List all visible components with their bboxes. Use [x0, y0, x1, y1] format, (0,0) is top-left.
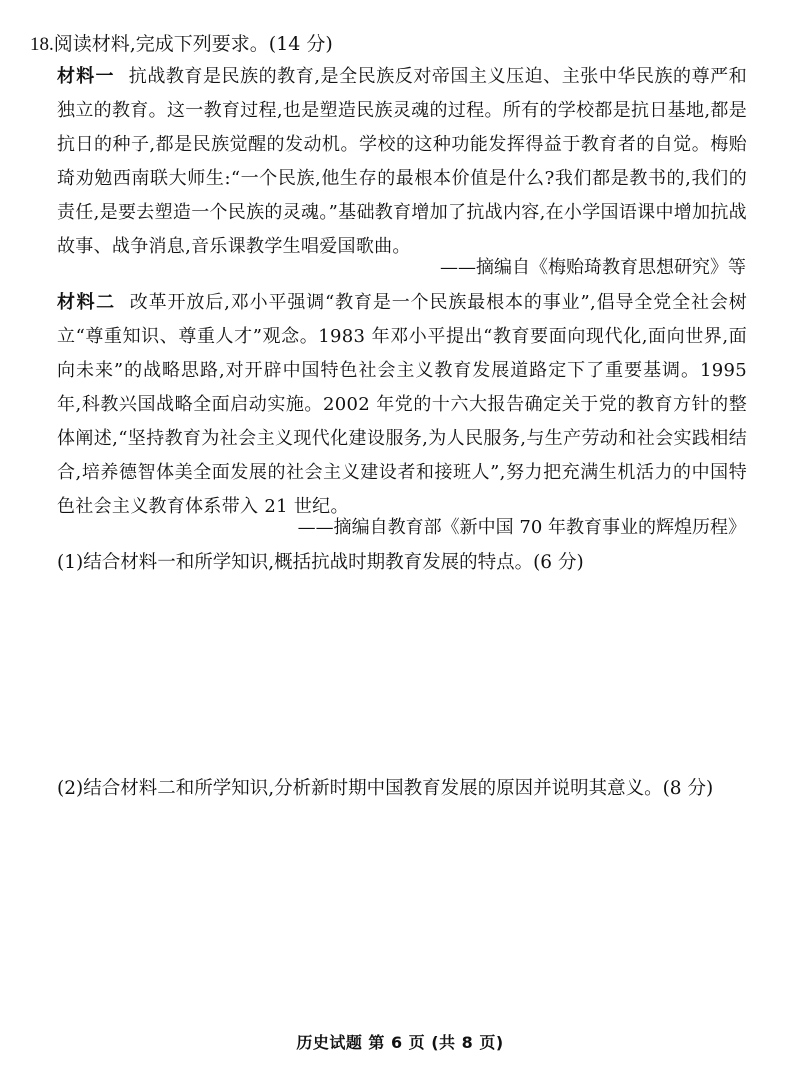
- material-one-source: ——摘编自《梅贻琦教育思想研究》等: [440, 257, 746, 278]
- material-two-label: 材料二: [57, 292, 116, 313]
- question-number: 18.: [30, 34, 54, 55]
- question-heading: [30, 32, 333, 57]
- material-one-label: 材料一: [57, 66, 115, 87]
- material-one-paragraph: [57, 60, 747, 264]
- material-two-text: 改革开放后,邓小平强调“教育是一个民族最根本的事业”,倡导全党全社会树立“尊重知识、尊重人才”观念。1983 年邓小平提出“教育要面向现代化,面向世界,面向未来”的战略思路,对开辟中国特色社会主义教育发展道路定下了重要基调。1995 年,科教兴国战略全面启动实施。2002 年党的十六大报告确定关于党的教育方针的整体阐述,“坚持教育为社会主义现代化建设服务,为人民服务,与生产劳动和社会实践相结合,培养德智体美全面发展的社会主义建设者和接班人”,努力把充满生机活力的中国特色社会主义教育体系带入 21 世纪。: [57, 292, 747, 517]
- material-two-paragraph: [57, 286, 747, 526]
- question-title: 阅读材料,完成下列要求。(14 分): [53, 33, 333, 55]
- material-one-text: 抗战教育是民族的教育,是全民族反对帝国主义压迫、主张中华民族的尊严和独立的教育。这一教育过程,也是塑造民族灵魂的过程。所有的学校都是抗日基地,都是抗日的种子,都是民族觉醒的发动机。学校的这种功能发挥得益于教育者的自觉。梅贻琦劝勉西南联大师生:“一个民族,他生存的最根本价值是什么?我们都是教书的,我们的责任,是要去塑造一个民族的灵魂。”基础教育增加了抗战内容,在小学国语课中增加抗战故事、战争消息,音乐课教学生唱爱国歌曲。: [57, 66, 748, 257]
- sub-question-1: (1)结合材料一和所学知识,概括抗战时期教育发展的特点。(6 分): [57, 552, 584, 573]
- page-footer: 历史试题 第 6 页 (共 8 页): [296, 1033, 504, 1052]
- material-two-source: ——摘编自教育部《新中国 70 年教育事业的辉煌历程》: [297, 517, 746, 538]
- sub-question-2: (2)结合材料二和所学知识,分析新时期中国教育发展的原因并说明其意义。(8 分): [57, 778, 714, 799]
